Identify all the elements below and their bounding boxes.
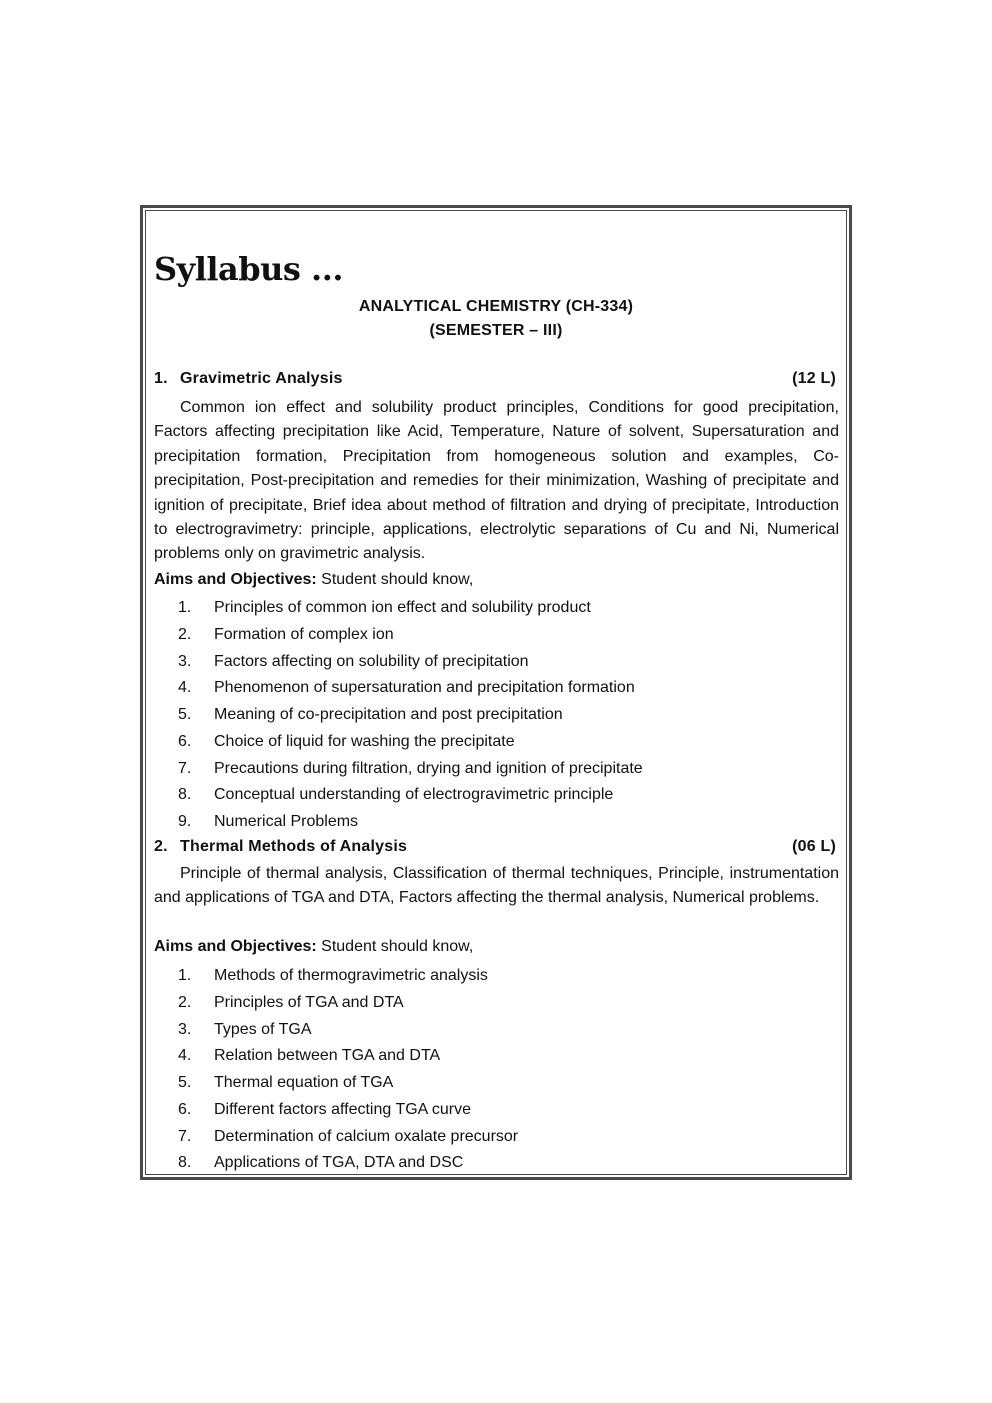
list-text: Determination of calcium oxalate precursor [214,1127,519,1145]
list-item [178,963,518,990]
section-title-text: Thermal Methods of Analysis [180,838,408,855]
course-title: ANALYTICAL CHEMISTRY (CH-334) [358,298,634,315]
list-text: Factors affecting on solubility of precipitation [214,652,529,670]
list-number: 1. [178,967,192,984]
list-number: 7. [178,1127,192,1145]
list-number: 4. [178,1047,192,1065]
objectives-list [178,963,518,1177]
section-description: Principle of thermal analysis, Classification of thermal techniques, Principle, instrumentation and applications of TGA and DTA, Factors affecting the thermal analysis, Numerical problems. [154,865,839,907]
list-number: 7. [178,759,192,777]
list-number: 1. [178,599,192,616]
list-number: 5. [178,706,192,723]
list-item [178,702,643,729]
list-number: 2. [178,625,192,643]
semester-label: (SEMESTER – III) [429,322,563,339]
aims-objectives [154,938,473,956]
list-number: 3. [178,652,192,670]
list-item [178,1043,518,1070]
section-description: Common ion effect and solubility product principles, Conditions for good precipitation, Factors affecting precipitation like Acid, Temperature, Nature of solvent, Supersaturation and precipitation formation, Precipitation from homogeneous solution and examples, Co-precipitation, Post-precipitation and remedies for their minimization, Washing of precipitate and ignition of precipitate, Brief idea about method of filtration and drying of precipitate, Introduction to electrogravimetry: principle, applications, electrolytic separations of Cu and Ni, Numerical problems only on gravimetric analysis. [154,399,839,563]
section-number: 1. [154,370,168,387]
list-number: 6. [178,1100,192,1118]
list-number: 6. [178,732,192,750]
list-item [178,782,643,809]
list-text: Different factors affecting TGA curve [214,1100,472,1118]
section-number: 2. [154,838,168,855]
list-number: 8. [178,786,192,804]
section-lectures: (06 L) [792,838,836,855]
objectives-list [178,595,643,836]
list-number: 8. [178,1154,192,1172]
list-text: Relation between TGA and DTA [214,1047,441,1065]
list-text: Numerical Problems [214,813,359,830]
list-item [178,622,643,649]
list-text: Formation of complex ion [214,625,394,643]
list-item [178,1150,518,1177]
list-text: Principles of TGA and DTA [214,993,404,1011]
list-item [178,1124,518,1151]
list-text: Choice of liquid for washing the precipitate [214,732,515,750]
aims-text: Student should know, [316,938,474,955]
list-item [178,649,643,676]
list-text: Meaning of co-precipitation and post precipitation [214,706,563,723]
section-heading-gravimetric [154,370,836,388]
list-item [178,595,643,622]
list-text: Conceptual understanding of electrogravimetric principle [214,786,614,804]
list-text: Thermal equation of TGA [214,1074,394,1091]
list-number: 3. [178,1020,192,1038]
section-heading-thermal [154,838,836,856]
section-title [154,838,407,856]
syllabus-heading: Syllabus ... [154,250,343,288]
list-text: Types of TGA [214,1020,312,1038]
section-title [154,370,343,388]
list-number: 5. [178,1074,192,1091]
list-item [178,729,643,756]
section-title-text: Gravimetric Analysis [180,370,343,387]
aims-label: Aims and Objectives: [154,938,317,955]
list-text: Principles of common ion effect and solubility product [214,599,591,616]
list-item [178,1097,518,1124]
aims-text: Student should know, [316,571,474,588]
list-number: 2. [178,993,192,1011]
list-item [178,990,518,1017]
list-text: Phenomenon of supersaturation and precipitation formation [214,679,635,697]
list-text: Precautions during filtration, drying and ignition of precipitate [214,759,643,777]
list-item [178,1070,518,1097]
list-item [178,1017,518,1044]
list-item [178,809,643,836]
list-number: 4. [178,679,192,697]
aims-objectives [154,571,473,589]
list-text: Applications of TGA, DTA and DSC [214,1154,464,1172]
list-text: Methods of thermogravimetric analysis [214,967,488,984]
list-item [178,756,643,783]
list-number: 9. [178,813,192,830]
section-lectures: (12 L) [792,370,836,387]
aims-label: Aims and Objectives: [154,571,317,588]
list-item [178,675,643,702]
